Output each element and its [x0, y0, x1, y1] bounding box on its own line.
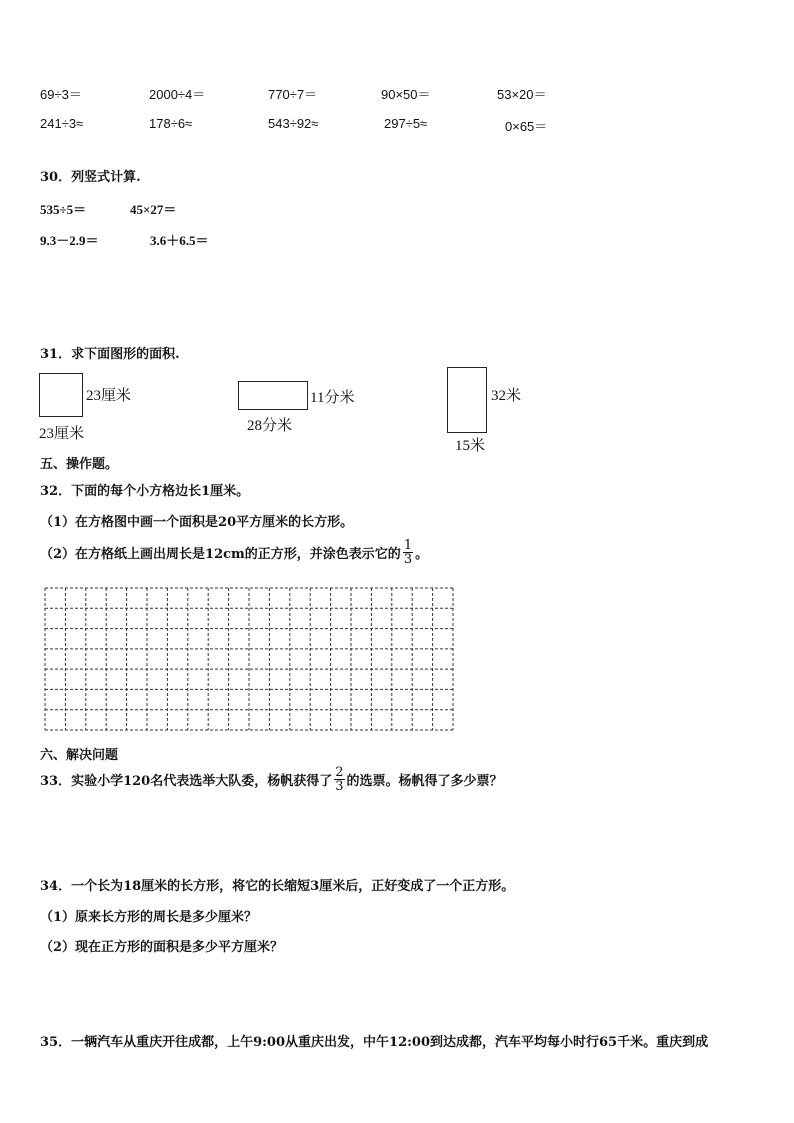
- square-shape: [39, 373, 83, 417]
- q32-title: 32．下面的每个小方格边长1厘米。: [40, 484, 250, 499]
- rectangle-shape-2: [447, 367, 487, 433]
- rectangle-shape-1: [238, 381, 308, 410]
- oral-calc-item: 2000÷4＝: [149, 87, 206, 102]
- oral-calc-item: 543÷92≈: [268, 116, 319, 131]
- q33-text: 33．实验小学120名代表选举大队委，杨帆获得了: [40, 774, 333, 789]
- q34-part-1: （1）原来长方形的周长是多少厘米？: [40, 910, 258, 925]
- rectangle-1-side-label: 11分米: [310, 390, 355, 406]
- square-bottom-label: 23厘米: [39, 426, 85, 442]
- vertical-calc-expr: 45×27＝: [130, 202, 177, 217]
- q34-title: 34．一个长为18厘米的长方形，将它的长缩短3厘米后，正好变成了一个正方形。: [40, 879, 515, 894]
- q33-text-end: 的选票。杨帆得了多少票？: [346, 774, 503, 789]
- oral-calc-item: 69÷3＝: [40, 87, 82, 102]
- rectangle-2-side-label: 32米: [491, 388, 522, 404]
- vertical-calc-expr: 3.6＋6.5＝: [150, 233, 209, 248]
- vertical-calc-expr: 9.3－2.9＝: [40, 233, 99, 248]
- oral-calc-item: 0×65＝: [505, 119, 548, 134]
- rectangle-2-bottom-label: 15米: [455, 438, 486, 454]
- oral-calc-item: 90×50＝: [381, 87, 431, 102]
- q32-part-1: （1）在方格图中画一个面积是20平方厘米的长方形。: [40, 515, 354, 530]
- q30-title: 30．列竖式计算.: [40, 170, 141, 185]
- fraction-denominator: 3: [335, 779, 344, 794]
- q32-part-2-text: （2）在方格纸上画出周长是12cm的正方形，并涂色表示它的: [40, 547, 401, 562]
- section-5-heading: 五、操作题。: [40, 457, 119, 472]
- q33-question: [40, 766, 503, 793]
- q32-part-2: [40, 539, 428, 566]
- fraction-numerator: 1: [403, 538, 413, 553]
- oral-calc-item: 53×20＝: [497, 87, 547, 102]
- oral-calc-item: 241÷3≈: [40, 116, 84, 131]
- dashed-grid[interactable]: [43, 586, 455, 732]
- q32-part-2-end: 。: [415, 547, 429, 562]
- section-6-heading: 六、解决问题: [40, 748, 119, 763]
- fraction-one-third: [403, 539, 413, 566]
- fraction-numerator: 2: [335, 765, 344, 780]
- square-side-label: 23厘米: [86, 388, 132, 404]
- oral-calc-item: 770÷7＝: [268, 87, 318, 102]
- q31-title: 31．求下面图形的面积.: [40, 347, 180, 362]
- q35-title: 35．一辆汽车从重庆开往成都，上午9:00从重庆出发，中午12:00到达成都，汽车平均每小时行65千米。重庆到成: [40, 1035, 709, 1050]
- oral-calc-item: 297÷5≈: [384, 116, 428, 131]
- fraction-denominator: 3: [403, 552, 413, 567]
- fraction-two-thirds: [334, 766, 344, 793]
- vertical-calc-expr: 535÷5＝: [40, 202, 87, 217]
- q34-part-2: （2）现在正方形的面积是多少平方厘米？: [40, 940, 284, 955]
- oral-calc-item: 178÷6≈: [149, 116, 193, 131]
- rectangle-1-bottom-label: 28分米: [247, 418, 293, 434]
